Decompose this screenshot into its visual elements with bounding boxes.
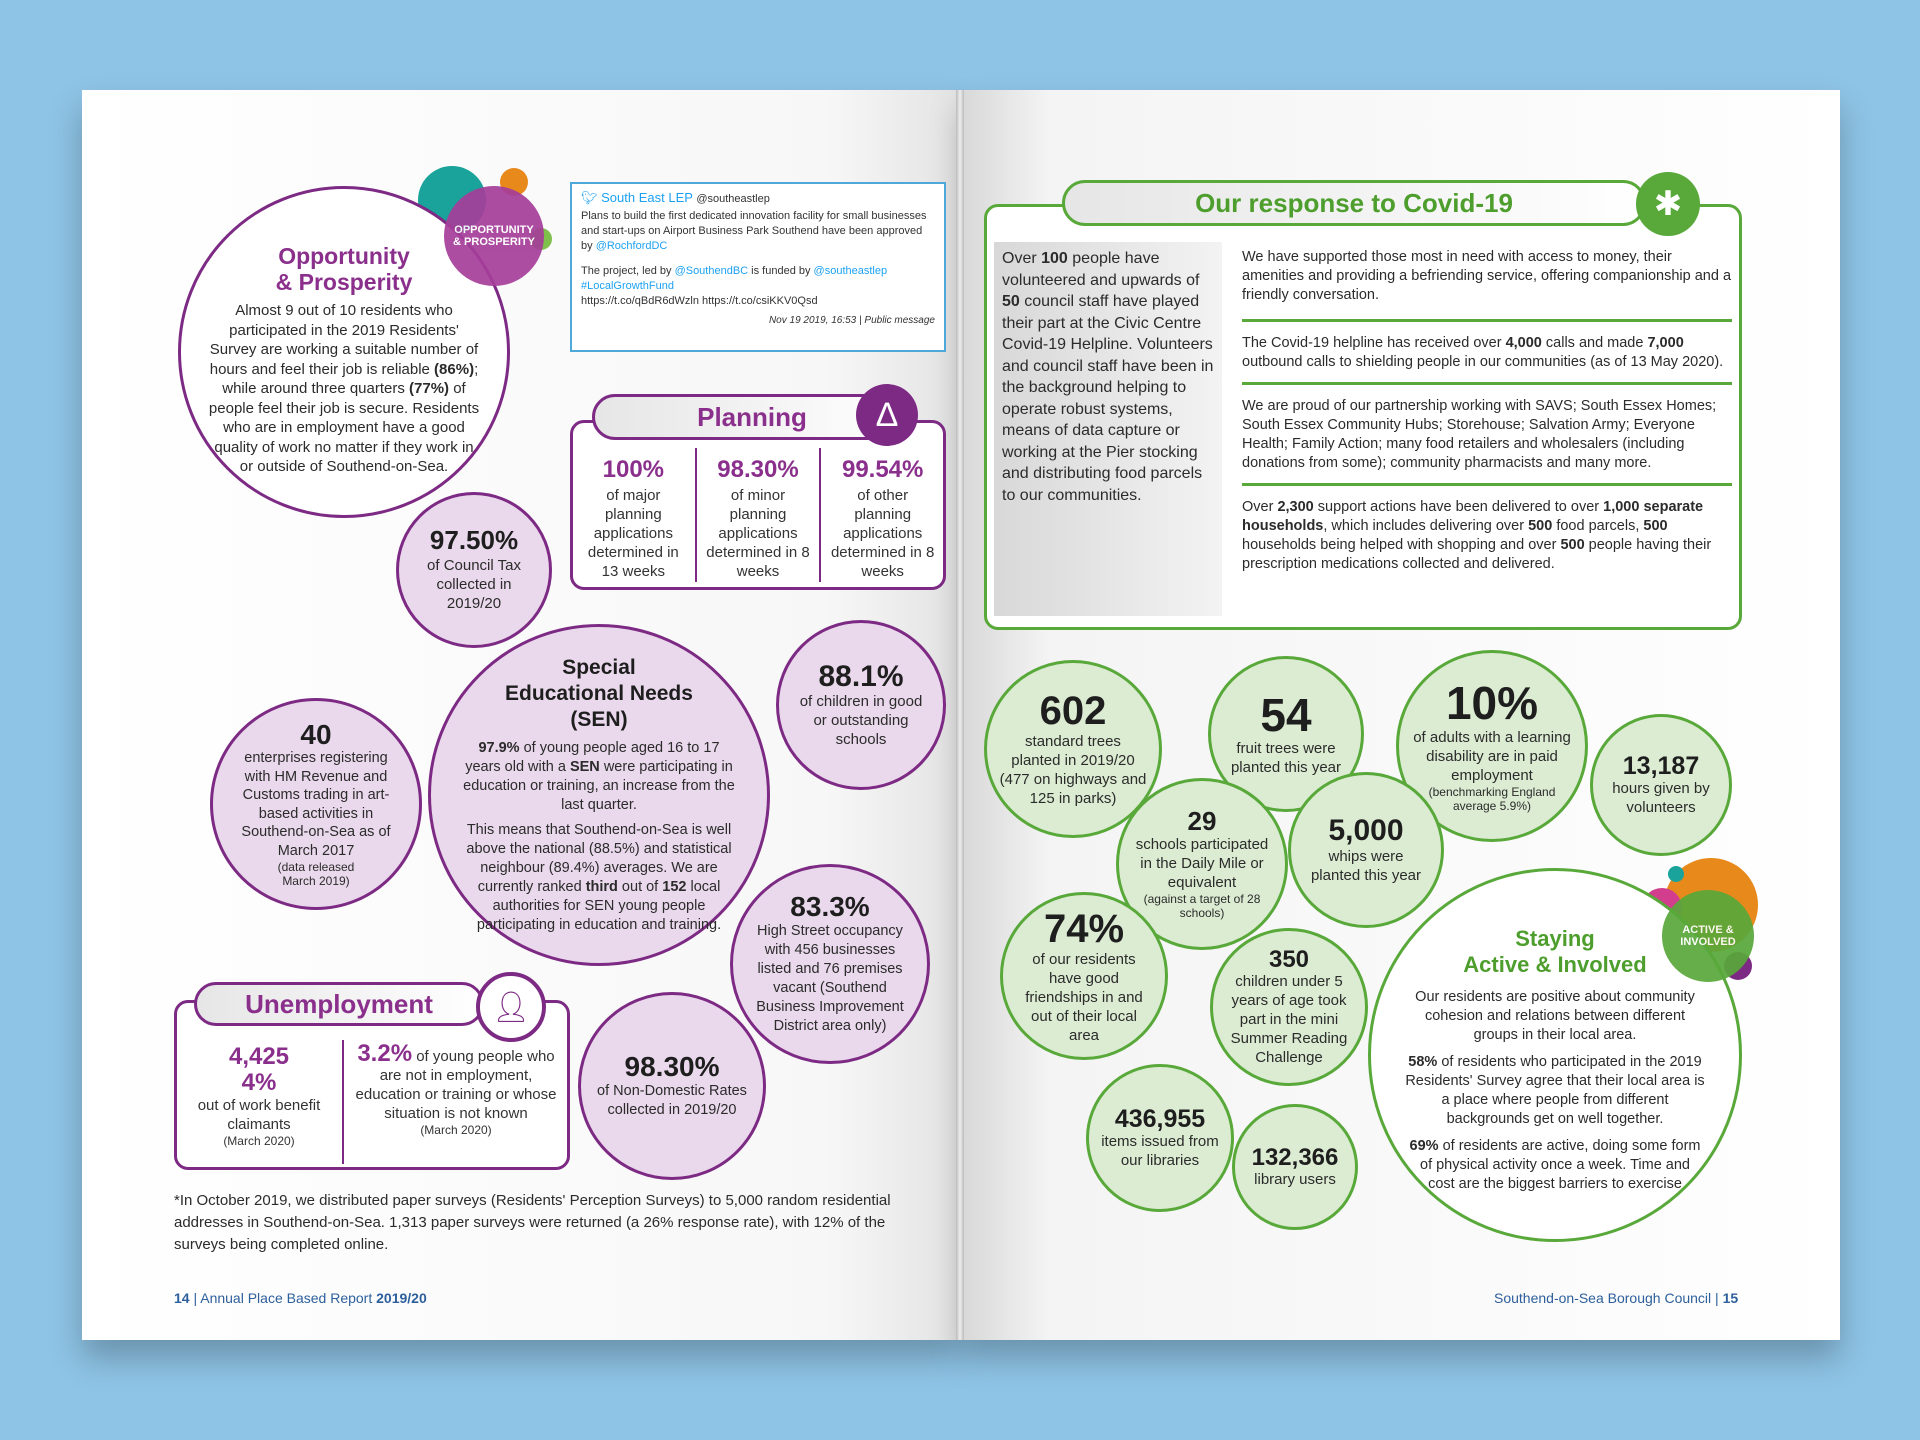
unemployment-title: Unemployment bbox=[245, 988, 433, 1019]
friendships-circle bbox=[1000, 892, 1168, 1060]
opportunity-badge-text: OPPORTUNITY & PROSPERITY bbox=[453, 224, 535, 248]
tweet-header bbox=[581, 190, 935, 207]
volunteer-hours-circle bbox=[1590, 714, 1732, 856]
covid-p4-f: 500 bbox=[1528, 518, 1553, 534]
opportunity-title bbox=[276, 243, 413, 295]
opportunity-body-a: Almost 9 out of 10 residents who participated in the 2019 Residents' Survey are working a suitable number of hours and feel their job is reliable bbox=[209, 302, 479, 378]
active-p1: Our residents are positive about community cohesion and relations between different groups in their local area. bbox=[1415, 989, 1695, 1043]
covid-p4-g: food parcels, bbox=[1552, 518, 1644, 534]
covid-volunteers bbox=[994, 242, 1222, 616]
unemployment-claimants bbox=[176, 1040, 344, 1164]
tweet-box bbox=[570, 182, 946, 352]
rates-circle bbox=[578, 992, 766, 1180]
covid-p4-k: people having their prescription medications collected and delivered. bbox=[1242, 537, 1712, 572]
covid-support-paragraph: We have supported those most in need with access to money, their amenities and providing a befriending service, offering companionship and a friendly conversation. bbox=[1242, 249, 1732, 303]
fruit-trees-value: 54 bbox=[1260, 688, 1312, 741]
rates-value: 98.30% bbox=[624, 1051, 720, 1083]
tweet-meta: Nov 19 2019, 16:53 | Public message bbox=[768, 315, 935, 326]
reading-value: 350 bbox=[1268, 945, 1310, 973]
planning-stat-other-value: 99.54% bbox=[841, 456, 924, 483]
tweet-mention-rochford[interactable]: @RochfordDC bbox=[595, 240, 668, 252]
tweet-text1-body: Plans to build the first dedicated innovation facility for small businesses and start-ups on Airport Business Park Southend have been approved by bbox=[581, 210, 927, 252]
council-tax-label: of Council Tax collected in 2019/20 bbox=[427, 557, 521, 613]
covid-p2-a: The Covid-19 helpline has received over bbox=[1242, 335, 1506, 351]
sen-p2-d: 152 bbox=[662, 879, 687, 895]
covid-p4-b: 2,300 bbox=[1277, 499, 1314, 515]
reading-circle bbox=[1210, 928, 1368, 1086]
friendships-value: 74% bbox=[1043, 906, 1125, 951]
sen-p1-d: were participating in education or training, an increase from the last quarter. bbox=[463, 759, 735, 813]
opportunity-body-e: of people feel their job is secure. Residents who are in employment have a good quality of work no matter if they work in or outside of Southend-on-Sea. bbox=[208, 380, 480, 476]
left-footer-title: Annual Place Based Report bbox=[200, 1290, 377, 1306]
schools-value: 88.1% bbox=[818, 659, 904, 693]
rates-label: of Non-Domestic Rates collected in 2019/20 bbox=[597, 1082, 747, 1118]
covid-side-a: Over bbox=[1002, 250, 1042, 267]
claimants-percent: 4% bbox=[241, 1069, 277, 1096]
covid-p4-j: 500 bbox=[1560, 537, 1585, 553]
planning-stat-minor bbox=[697, 448, 822, 582]
active-p2 bbox=[1405, 1053, 1705, 1129]
opportunity-body-b: (86%) bbox=[434, 360, 475, 378]
right-page-number: 15 bbox=[1722, 1290, 1739, 1306]
council-tax-circle bbox=[396, 492, 552, 648]
claimants-note: (March 2020) bbox=[223, 1134, 295, 1148]
planning-stat-other-label: of other planning applications determined in 8 weeks bbox=[830, 487, 935, 580]
items-issued-value: 436,955 bbox=[1114, 1104, 1206, 1133]
tweet-mention-southendbc[interactable]: @SouthendBC bbox=[674, 265, 749, 277]
covid-p4-c: support actions have been delivered to over bbox=[1313, 499, 1604, 515]
high-street-value: 83.3% bbox=[790, 891, 870, 923]
enterprises-circle bbox=[210, 698, 422, 910]
whips-circle bbox=[1288, 772, 1444, 928]
covid-side-d: 50 bbox=[1002, 293, 1020, 310]
virus-icon: ✱ bbox=[1636, 172, 1700, 236]
covid-p2-d: 7,000 bbox=[1647, 335, 1684, 351]
opportunity-body bbox=[207, 301, 481, 477]
tweet-text2-a: The project, led by bbox=[581, 265, 675, 277]
active-p2-a: 58% bbox=[1408, 1054, 1438, 1070]
adults-note: (benchmarking England average 5.9%) bbox=[1428, 784, 1556, 813]
council-tax-value: 97.50% bbox=[429, 524, 519, 555]
tweet-mention-southeastlep[interactable]: @southeastlep bbox=[813, 265, 888, 277]
sen-circle bbox=[428, 624, 770, 966]
volunteer-hours-label: hours given by volunteers bbox=[1612, 780, 1710, 817]
sen-p2-b: third bbox=[585, 879, 618, 895]
tweet-text2 bbox=[581, 264, 935, 309]
covid-side-c: people have volunteered and upwards of bbox=[1002, 250, 1200, 289]
right-footer-title: Southend-on-Sea Borough Council bbox=[1494, 1290, 1712, 1306]
covid-helpline-paragraph bbox=[1242, 319, 1732, 382]
covid-p4-d: 1,000 separate households bbox=[1242, 499, 1704, 534]
active-title-line2: Active & Involved bbox=[1463, 952, 1647, 977]
active-p3-a: 69% bbox=[1409, 1138, 1439, 1154]
person-search-icon: 👤︎ bbox=[476, 972, 546, 1042]
planning-title: Planning bbox=[697, 401, 807, 432]
spine bbox=[956, 90, 964, 1340]
tweet-hashtag[interactable]: #LocalGrowthFund bbox=[581, 280, 674, 292]
sen-p1-b: of young people aged 16 to 17 years old with a bbox=[465, 740, 720, 775]
daily-mile-label: schools participated in the Daily Mile or equivalent bbox=[1135, 836, 1269, 892]
right-footer-sep: | bbox=[1711, 1290, 1723, 1306]
friendships-label: of our residents have good friendships in and out of their local area bbox=[1025, 950, 1143, 1044]
covid-p4-e: , which includes delivering over bbox=[1323, 518, 1529, 534]
covid-p4-h: 500 bbox=[1643, 518, 1668, 534]
compass-icon: ∆ bbox=[856, 384, 918, 446]
unemployment-header bbox=[194, 982, 484, 1026]
planning-stat-minor-value: 98.30% bbox=[717, 456, 799, 483]
tweet-handle[interactable]: @southeastlep bbox=[696, 193, 770, 205]
volunteer-hours-value: 13,187 bbox=[1622, 751, 1700, 780]
neet-label: of young people who are not in employment, education or training or whose situation is not known bbox=[355, 1048, 557, 1122]
sen-p2 bbox=[461, 821, 737, 935]
adults-label: of adults with a learning disability are in paid employment bbox=[1413, 728, 1571, 784]
sen-title: Special Educational Needs (SEN) bbox=[505, 656, 693, 731]
right-footer bbox=[1494, 1290, 1738, 1306]
covid-p4-i: households being helped with shopping and over bbox=[1242, 537, 1561, 553]
survey-footnote: *In October 2019, we distributed paper surveys (Residents' Perception Surveys) to 5,000 random residential addresses in Southend-on-Sea. 1,313 paper surveys were returned (a 26% response rate), with 12% of the surveys being completed online. bbox=[174, 1192, 891, 1253]
tweet-text2-b: is funded by bbox=[748, 265, 814, 277]
trees-value: 602 bbox=[1039, 689, 1107, 733]
reading-label: children under 5 years of age took part in the mini Summer Reading Challenge bbox=[1230, 973, 1348, 1067]
library-users-value: 132,366 bbox=[1251, 1143, 1339, 1171]
claimants-label: out of work benefit claimants bbox=[197, 1097, 321, 1133]
planning-stat-major-value: 100% bbox=[602, 456, 665, 483]
covid-p2-c: calls and made bbox=[1541, 335, 1648, 351]
opportunity-badge bbox=[444, 186, 544, 286]
opportunity-body-c: ; while around three quarters bbox=[222, 360, 479, 398]
covid-actions-paragraph bbox=[1242, 483, 1732, 574]
enterprises-label: enterprises registering with HM Revenue and Customs trading in art-based activities in Southend-on-Sea as of March 2017 bbox=[241, 750, 391, 859]
active-title-line1: Staying bbox=[1515, 926, 1595, 951]
unemployment-neet bbox=[344, 1040, 568, 1164]
tweet-links[interactable]: https://t.co/qBdR6dWzln https://t.co/csiKKV0Qsd bbox=[581, 295, 818, 307]
covid-column bbox=[1242, 248, 1732, 574]
daily-mile-note: (against a target of 28 schools) bbox=[1143, 892, 1261, 921]
covid-p4-a: Over bbox=[1242, 499, 1278, 515]
active-title bbox=[1463, 926, 1646, 978]
planning-stats bbox=[572, 448, 944, 582]
schools-circle bbox=[776, 620, 946, 790]
planning-stat-other bbox=[821, 448, 944, 582]
covid-partnership-paragraph: We are proud of our partnership working with SAVS; South Essex Homes; South Essex Community Hubs; Storehouse; Salvation Army; Everyone Health; Family Action; many food retailers and wholesalers (including donations from some); community pharmacists and many more. bbox=[1242, 382, 1732, 483]
sen-p2-a: This means that Southend-on-Sea is well above the national (88.5%) and statistical neighbour (89.4%) averages. We are currently ranked bbox=[466, 822, 732, 895]
planning-stat-major-label: of major planning applications determined in 13 weeks bbox=[587, 487, 679, 580]
opportunity-title-line1: Opportunity bbox=[278, 243, 410, 270]
adults-value: 10% bbox=[1445, 677, 1539, 730]
opportunity-body-d: (77%) bbox=[409, 380, 450, 398]
active-badge-text: ACTIVE & INVOLVED bbox=[1680, 924, 1736, 948]
left-page-number: 14 bbox=[174, 1290, 190, 1306]
tweet-account[interactable]: South East LEP bbox=[601, 190, 693, 205]
unemployment-stats bbox=[176, 1040, 568, 1164]
active-p3 bbox=[1405, 1137, 1705, 1194]
high-street-circle bbox=[730, 864, 930, 1064]
left-footer bbox=[174, 1290, 427, 1306]
sen-p2-e: local authorities for SEN young people participating in education and training. bbox=[476, 879, 722, 933]
twitter-bird-icon: 🐦︎ bbox=[581, 190, 598, 205]
neet-value: 3.2% bbox=[357, 1040, 413, 1067]
left-footer-sep: | bbox=[189, 1290, 201, 1306]
active-p2-b: of residents who participated in the 2019 Residents' Survey agree that their local area is a place where people from different backgrounds get on well together. bbox=[1405, 1054, 1705, 1127]
covid-side-e: council staff have played their part at the Civic Centre Covid-19 Helpline. Volunteers and council staff have been in the background helping to operate robust systems, means of data capture or working at the Pier stocking and distributing food parcels to our communities. bbox=[1002, 293, 1214, 504]
planning-stat-major bbox=[572, 448, 697, 582]
active-p3-b: of residents are active, doing some form of physical activity once a week. Time and cost are the biggest barriers to exercise bbox=[1420, 1138, 1701, 1192]
fruit-trees-label: fruit trees were planted this year bbox=[1230, 740, 1342, 777]
planning-stat-minor-label: of minor planning applications determined in 8 weeks bbox=[706, 487, 810, 580]
covid-side-b: 100 bbox=[1041, 250, 1068, 267]
opportunity-title-line2: & Prosperity bbox=[275, 269, 413, 296]
whips-label: whips were planted this year bbox=[1310, 847, 1422, 884]
tweet-text1 bbox=[581, 209, 935, 254]
trees-label: standard trees planted in 2019/20 (477 on highways and 125 in parks) bbox=[999, 733, 1147, 807]
library-users-circle bbox=[1232, 1104, 1358, 1230]
high-street-label: High Street occupancy with 456 businesses listed and 76 premises vacant (Southend Business Improvement District area only) bbox=[756, 922, 904, 1034]
decor-teal-dot-right bbox=[1668, 866, 1684, 882]
enterprises-note: (data released March 2019) bbox=[277, 860, 355, 889]
enterprises-value: 40 bbox=[300, 718, 332, 750]
sen-p1-c: SEN bbox=[569, 759, 600, 775]
covid-p2-e: outbound calls to shielding people in our communities (as of 13 May 2020). bbox=[1242, 354, 1724, 370]
neet-note: (March 2020) bbox=[420, 1123, 492, 1137]
covid-title: Our response to Covid-19 bbox=[1195, 187, 1513, 218]
items-issued-circle bbox=[1086, 1064, 1234, 1212]
sen-p1 bbox=[461, 739, 737, 815]
daily-mile-value: 29 bbox=[1187, 805, 1217, 836]
library-users-label: library users bbox=[1254, 1171, 1336, 1189]
sen-p1-a: 97.9% bbox=[478, 740, 520, 756]
active-badge bbox=[1662, 890, 1754, 982]
sen-p2-c: out of bbox=[617, 879, 663, 895]
schools-label: of children in good or outstanding schools bbox=[799, 693, 923, 749]
items-issued-label: items issued from our libraries bbox=[1101, 1133, 1219, 1170]
covid-header bbox=[1062, 180, 1646, 226]
claimants-count: 4,425 bbox=[228, 1043, 290, 1070]
covid-p2-b: 4,000 bbox=[1505, 335, 1542, 351]
whips-value: 5,000 bbox=[1328, 814, 1404, 848]
left-footer-year: 2019/20 bbox=[376, 1290, 427, 1306]
